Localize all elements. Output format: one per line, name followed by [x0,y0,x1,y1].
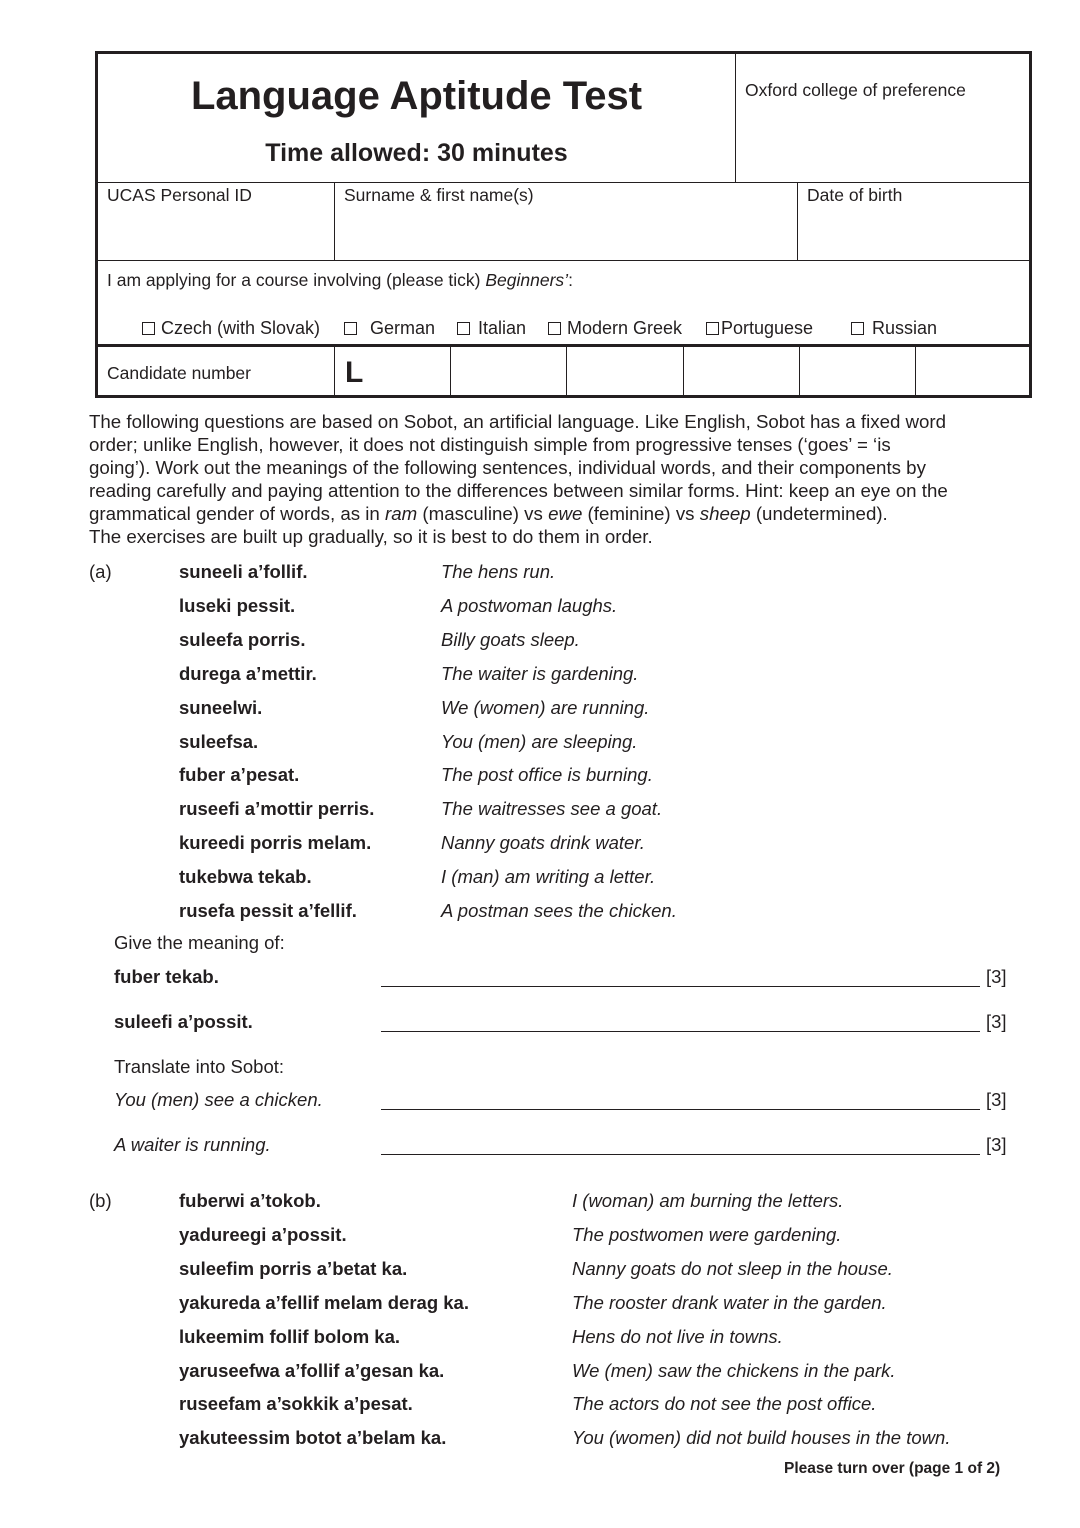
sobot-sentence: suneeli a’follif. [179,561,308,582]
sobot-sentence: fuber a’pesat. [179,764,300,786]
mark: [3] [986,1089,1007,1110]
english-translation: A postwoman laughs. [441,594,618,616]
candidate-cell[interactable] [566,345,567,398]
english-translation: Nanny goats drink water. [441,832,645,854]
checkbox[interactable] [142,322,155,335]
checkbox[interactable] [851,322,864,335]
page-footer: Please turn over (page 1 of 2) [784,1460,1001,1477]
sobot-sentence: yadureegi a’possit. [179,1223,347,1245]
ucas-label: UCAS Personal ID [107,185,252,205]
header-form [95,51,1032,398]
checkbox[interactable] [344,322,357,335]
sobot-sentence: yakureda a’fellif melam derag ka. [179,1291,469,1313]
divider [98,260,1029,261]
section-a-label: (a) [89,561,112,582]
answer-line[interactable] [381,986,980,987]
option-czech[interactable]: Czech (with Slovak) [142,318,320,339]
sobot-sentence: luseki pessit. [179,594,296,616]
english-translation: The hens run. [441,561,556,582]
english-translation: The actors do not see the post office. [572,1393,877,1415]
sobot-sentence: suleefa porris. [179,628,306,650]
divider [334,345,335,398]
english-translation: We (men) saw the chickens in the park. [572,1359,896,1381]
sobot-sentence: suleefsa. [179,730,259,752]
english-translation: We (women) are running. [441,696,650,718]
divider [98,344,1029,347]
english-translation: I (man) am writing a letter. [441,866,656,888]
sobot-sentence: rusefa pessit a’fellif. [179,900,357,921]
candidate-cell[interactable] [915,345,916,398]
section-b-label: (b) [89,1190,112,1211]
mark: [3] [986,1134,1007,1155]
candidate-cell[interactable] [683,345,684,398]
divider [735,54,736,183]
meaning-prompt: Give the meaning of: [114,932,285,953]
english-translation: I (woman) am burning the letters. [572,1190,844,1211]
time-allowed: Time allowed: 30 minutes [265,139,568,167]
checkbox[interactable] [706,322,719,335]
checkbox[interactable] [548,322,561,335]
candidate-label: Candidate number [107,363,251,383]
sobot-sentence: yakuteessim botot a’belam ka. [179,1427,447,1449]
sobot-sentence: suneelwi. [179,696,263,718]
option-modern-greek[interactable]: Modern Greek [548,318,682,339]
applying-text: I am applying for a course involving (please tick) Beginners’: [107,270,573,290]
translate-prompt: Translate into Sobot: [114,1056,285,1077]
english-translation: The waitresses see a goat. [441,798,663,820]
sobot-sentence: lukeemim follif bolom ka. [179,1325,401,1347]
option-russian[interactable]: Russian [851,318,937,339]
option-portuguese[interactable]: Portuguese [706,318,813,339]
divider [334,182,335,260]
sobot-sentence: tukebwa tekab. [179,866,312,888]
translate-item: You (men) see a chicken. [114,1089,323,1110]
candidate-cell[interactable] [799,345,800,398]
english-translation: A postman sees the chicken. [441,900,677,921]
meaning-item: suleefi a’possit. [114,1011,253,1032]
english-translation: You (men) are sleeping. [441,730,638,752]
english-translation: The postwomen were gardening. [572,1223,842,1245]
candidate-prefix: L [345,356,364,389]
answer-line[interactable] [381,1154,980,1155]
surname-label: Surname & first name(s) [344,185,534,205]
sobot-sentence: fuberwi a’tokob. [179,1190,321,1211]
sobot-sentence: ruseefam a’sokkik a’pesat. [179,1393,413,1415]
sobot-sentence: suleefim porris a’betat ka. [179,1257,408,1279]
sobot-sentence: kureedi porris melam. [179,832,372,854]
english-translation: The rooster drank water in the garden. [572,1291,887,1313]
option-italian[interactable]: Italian [457,318,526,339]
sobot-sentence: ruseefi a’mottir perris. [179,798,375,820]
answer-line[interactable] [381,1109,980,1110]
divider [797,182,798,260]
option-german[interactable]: German [344,318,435,339]
college-label: Oxford college of preference [745,80,966,100]
candidate-cell[interactable] [450,345,451,398]
mark: [3] [986,1011,1007,1032]
english-translation: Hens do not live in towns. [572,1325,783,1347]
meaning-item: fuber tekab. [114,966,219,987]
sobot-sentence: durega a’mettir. [179,662,317,684]
mark: [3] [986,966,1007,987]
english-translation: The waiter is gardening. [441,662,639,684]
dob-label: Date of birth [807,185,903,205]
english-translation: Nanny goats do not sleep in the house. [572,1257,893,1279]
instructions: The following questions are based on Sobot, an artificial language. Like English, Sobot has a fixed word order; unlike English, however, it does not distinguish simple from progressive tenses (‘goes’ = ‘is going’). Work out the meanings of the following sentences, individual words, and their components by reading carefully and paying attention to the differences between similar forms. Hint: keep an eye on the grammatical gender of words, as in ram (masculine) vs ewe (feminine) vs sheep (undetermined). The exercises are built up gradually, so it is best to do them in order. [89,411,948,547]
english-translation: The post office is burning. [441,764,653,786]
english-translation: You (women) did not build houses in the town. [572,1427,951,1449]
page-title: Language Aptitude Test [190,74,643,118]
answer-line[interactable] [381,1031,980,1032]
checkbox[interactable] [457,322,470,335]
translate-item: A waiter is running. [114,1134,271,1155]
sobot-sentence: yaruseefwa a’follif a’gesan ka. [179,1359,445,1381]
english-translation: Billy goats sleep. [441,628,580,650]
divider [98,182,1029,183]
